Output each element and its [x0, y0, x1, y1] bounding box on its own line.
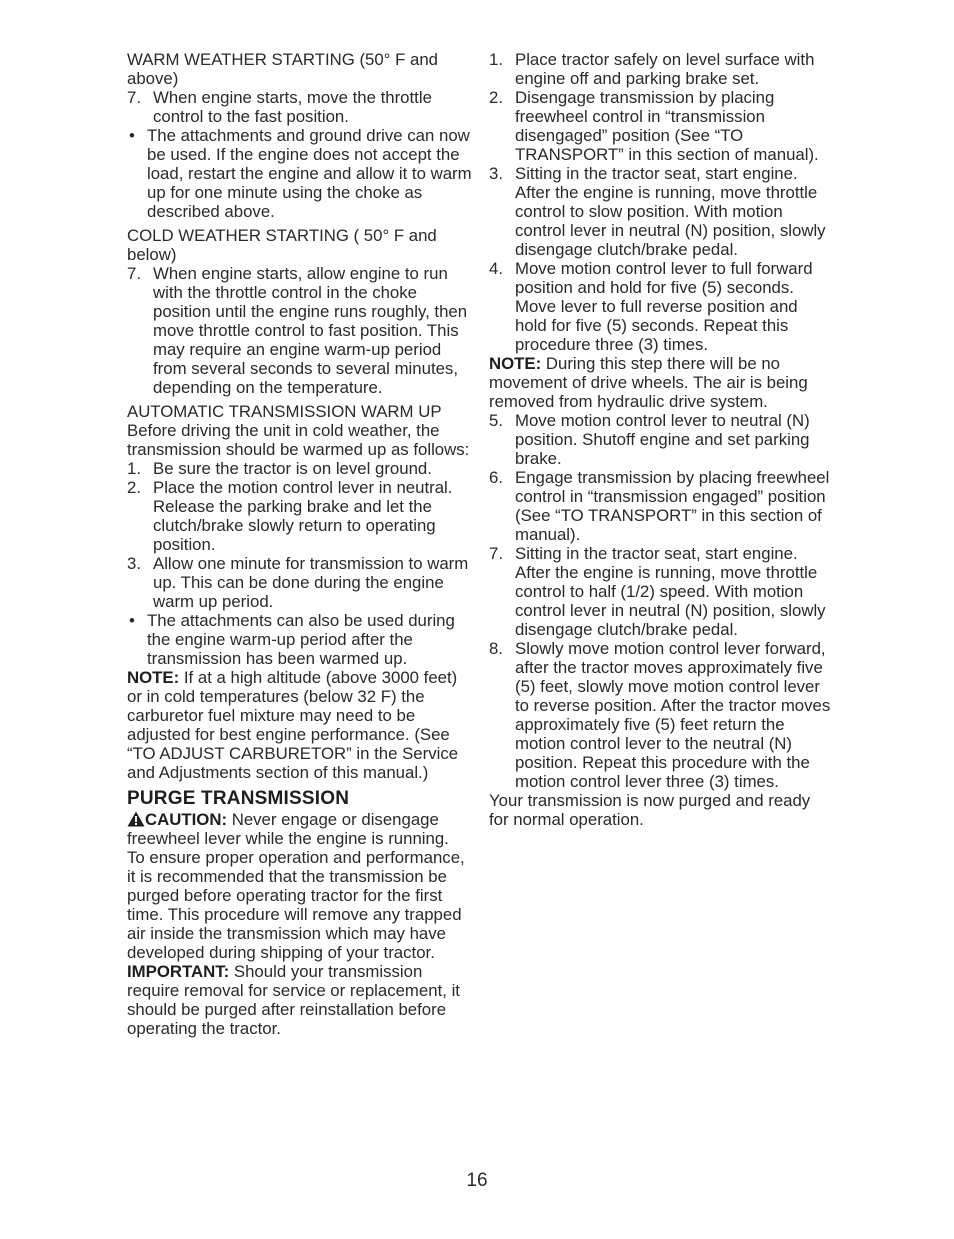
step-text: Place tractor safely on level surface with engine off and parking brake set.	[515, 50, 815, 88]
step-number: 2.	[127, 478, 141, 497]
purge-intro: To ensure proper operation and performance, it is recommended that the transmission be purged before operating tractor for the first time. This procedure will remove any trapped air inside the transmission which may have developed during shipping of your tractor.	[127, 848, 465, 962]
step-number: 7.	[127, 88, 141, 107]
purge-transmission-title: PURGE TRANSMISSION	[127, 788, 350, 809]
step-number: 3.	[489, 164, 503, 183]
left-column	[127, 50, 472, 1038]
caution-text: Never engage or disengage freewheel lever while the engine is running.	[127, 810, 449, 848]
step-number: 2.	[489, 88, 503, 107]
purge-step-3	[489, 164, 834, 259]
warning-triangle-icon	[127, 811, 145, 827]
step-number: 7.	[127, 264, 141, 283]
warm-weather-heading: WARM WEATHER STARTING (50° F and above)	[127, 50, 438, 88]
step-text: Move motion control lever to full forward position and hold for five (5) seconds. Move lever to full reverse position and hold for five (5) seconds. Repeat this procedure three (3) times.	[515, 259, 813, 354]
auto-step-3	[127, 554, 472, 611]
step-text: Sitting in the tractor seat, start engine. After the engine is running, move throttle control to half (1/2) speed. With motion control lever in neutral (N) position, slowly disengage clutch/brake pedal.	[515, 544, 826, 639]
step-text: Engage transmission by placing freewheel control in “transmission engaged” position (See “TO TRANSPORT” in this section of manual).	[515, 468, 830, 544]
purge-step-8	[489, 639, 834, 791]
step-text: When engine starts, move the throttle control to the fast position.	[153, 88, 432, 126]
important-label: IMPORTANT:	[127, 962, 230, 981]
bullet-text: The attachments can also be used during the engine warm-up period after the transmission has been warmed up.	[147, 611, 455, 668]
page-number: 16	[466, 1170, 488, 1191]
auto-transmission-heading: AUTOMATIC TRANSMISSION WARM UP	[127, 402, 442, 421]
purge-step-1	[489, 50, 834, 88]
note-label: NOTE:	[489, 354, 542, 373]
step-number: 7.	[489, 544, 503, 563]
right-column	[489, 50, 834, 829]
step-text: Be sure the tractor is on level ground.	[153, 459, 432, 478]
important-statement	[127, 962, 472, 1038]
step-text: Move motion control lever to neutral (N) position. Shutoff engine and set parking brake.	[515, 411, 810, 468]
bullet-icon: •	[129, 611, 135, 630]
closing-statement: Your transmission is now purged and ready for normal operation.	[489, 791, 811, 829]
cold-weather-heading: COLD WEATHER STARTING ( 50° F and below)	[127, 226, 437, 264]
step-text: Place the motion control lever in neutral. Release the parking brake and let the clutch/brake slowly return to operating position.	[153, 478, 453, 554]
step-number: 3.	[127, 554, 141, 573]
step-number: 6.	[489, 468, 503, 487]
warm-bullet	[127, 126, 472, 221]
note-text: If at a high altitude (above 3000 feet) or in cold temperatures (below 32 F) the carburetor fuel mixture may need to be adjusted for best engine performance. (See “TO ADJUST CARBURETOR” in the Service and Adjustments section of this manual.)	[127, 668, 459, 782]
bullet-text: The attachments and ground drive can now be used. If the engine does not accept the load, restart the engine and allow it to warm up for one minute using the choke as described above.	[147, 126, 472, 221]
step-text: Allow one minute for transmission to warm up. This can be done during the engine warm up period.	[153, 554, 469, 611]
auto-intro: Before driving the unit in cold weather, the transmission should be warmed up as follows:	[127, 421, 470, 459]
note-text: During this step there will be no movement of drive wheels. The air is being removed from hydraulic drive system.	[489, 354, 808, 411]
purge-step-4	[489, 259, 834, 354]
drive-wheels-note	[489, 354, 834, 411]
bullet-icon: •	[129, 126, 135, 145]
auto-bullet	[127, 611, 472, 668]
purge-step-6	[489, 468, 834, 544]
step-number: 1.	[127, 459, 141, 478]
step-text: Slowly move motion control lever forward, after the tractor moves approximately five (5) feet, slowly move motion control lever to reverse position. After the tractor moves approximately five (5) feet return the motion control lever to the neutral (N) position. Repeat this procedure with the motion control lever three (3) times.	[515, 639, 831, 791]
step-text: When engine starts, allow engine to run with the throttle control in the choke position until the engine runs roughly, then move throttle control to fast position. This may require an engine warm-up period from several seconds to several minutes, depending on the temperature.	[153, 264, 468, 397]
caution-label: CAUTION:	[145, 810, 228, 829]
step-number: 4.	[489, 259, 503, 278]
important-text: Should your transmission require removal for service or replacement, it should be purged after reinstallation before operating the tractor.	[127, 962, 460, 1038]
step-number: 5.	[489, 411, 503, 430]
note-label: NOTE:	[127, 668, 180, 687]
auto-step-1	[127, 459, 472, 478]
cold-step-7	[127, 264, 472, 397]
altitude-note	[127, 668, 472, 782]
step-text: Disengage transmission by placing freewheel control in “transmission disengaged” position (See “TO TRANSPORT” in this section of manual).	[515, 88, 819, 164]
caution-statement	[127, 810, 472, 848]
step-number: 8.	[489, 639, 503, 658]
step-number: 1.	[489, 50, 503, 69]
purge-step-5	[489, 411, 834, 468]
warm-step-7	[127, 88, 472, 126]
auto-step-2	[127, 478, 472, 554]
purge-step-2	[489, 88, 834, 164]
purge-step-7	[489, 544, 834, 639]
step-text: Sitting in the tractor seat, start engine. After the engine is running, move throttle control to slow position. With motion control lever in neutral (N) position, slowly disengage clutch/brake pedal.	[515, 164, 826, 259]
